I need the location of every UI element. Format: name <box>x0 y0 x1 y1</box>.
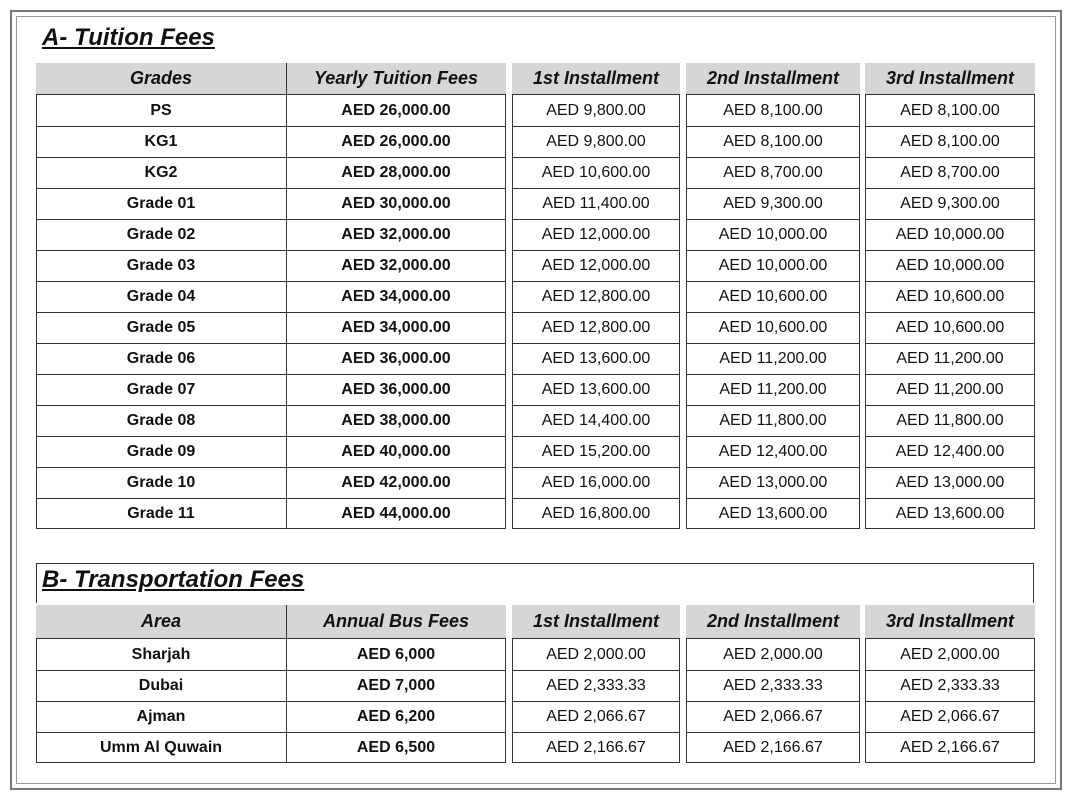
tuition-row-divider <box>36 281 506 282</box>
tuition-row-divider <box>512 281 680 282</box>
tuition-cell: AED 32,000.00 <box>341 225 451 243</box>
tuition-row-divider <box>865 188 1035 189</box>
transport-cell: AED 2,000.00 <box>546 645 646 663</box>
transport-row-divider <box>865 732 1035 733</box>
tuition-cell: AED 11,400.00 <box>542 194 650 212</box>
transport-row-divider <box>686 701 860 702</box>
transport-cell: AED 2,066.67 <box>900 707 1000 725</box>
tuition-cell: AED 8,100.00 <box>723 101 823 119</box>
tuition-cell: AED 9,800.00 <box>546 132 646 150</box>
transport-cell: AED 2,166.67 <box>723 738 823 756</box>
tuition-cell: AED 13,000.00 <box>895 473 1005 491</box>
transport-cell: AED 2,000.00 <box>723 645 823 663</box>
transport-cell: Ajman <box>136 707 186 725</box>
tuition-row-divider <box>36 157 506 158</box>
tuition-row-divider <box>686 343 860 344</box>
transport-row-divider <box>512 701 680 702</box>
tuition-row-divider <box>686 281 860 282</box>
transport-cell: AED 2,333.33 <box>723 676 823 694</box>
tuition-cell: AED 10,600.00 <box>718 318 828 336</box>
tuition-cell: AED 32,000.00 <box>341 256 451 274</box>
tuition-row-divider <box>865 498 1035 499</box>
tuition-cell: Grade 10 <box>126 473 196 491</box>
tuition-cell: Grade 01 <box>126 194 196 212</box>
transport-row-divider <box>36 670 506 671</box>
tuition-cell: AED 28,000.00 <box>341 163 451 181</box>
tuition-row-divider <box>686 436 860 437</box>
tuition-cell: AED 10,000.00 <box>895 256 1005 274</box>
tuition-row-divider <box>36 188 506 189</box>
tuition-cell: AED 8,100.00 <box>900 101 1000 119</box>
transport-cell: Dubai <box>138 676 184 694</box>
tuition-row-divider <box>686 157 860 158</box>
transport-header-cell: 3rd Installment <box>865 605 1035 639</box>
tuition-row-divider <box>36 374 506 375</box>
tuition-cell: AED 30,000.00 <box>341 194 451 212</box>
tuition-row-divider <box>865 374 1035 375</box>
tuition-cell: AED 34,000.00 <box>341 318 451 336</box>
tuition-row-divider <box>865 126 1035 127</box>
transport-header-cell: Area <box>36 605 286 639</box>
tuition-row-divider <box>512 157 680 158</box>
tuition-row-divider <box>865 343 1035 344</box>
transport-cell: Umm Al Quwain <box>99 738 223 756</box>
tuition-row-divider <box>686 126 860 127</box>
tuition-cell: AED 12,800.00 <box>541 287 651 305</box>
tuition-cell: AED 10,600.00 <box>718 287 828 305</box>
transport-cell: AED 2,333.33 <box>546 676 646 694</box>
tuition-row-divider <box>686 498 860 499</box>
tuition-cell: AED 12,000.00 <box>541 256 651 274</box>
tuition-cell: AED 13,600.00 <box>541 380 651 398</box>
tuition-row-divider <box>36 343 506 344</box>
tuition-row-divider <box>686 467 860 468</box>
transport-cell: AED 6,500 <box>356 738 436 756</box>
tuition-row-divider <box>865 281 1035 282</box>
tuition-cell: AED 11,200.00 <box>719 349 827 367</box>
tuition-row-divider <box>36 467 506 468</box>
tuition-cell: AED 13,600.00 <box>895 504 1005 522</box>
tuition-cell: Grade 06 <box>126 349 196 367</box>
tuition-row-divider <box>512 498 680 499</box>
tuition-row-divider <box>512 436 680 437</box>
tuition-row-divider <box>512 312 680 313</box>
tuition-cell: AED 15,200.00 <box>541 442 651 460</box>
tuition-row-divider <box>36 250 506 251</box>
tuition-row-divider <box>686 312 860 313</box>
tuition-cell: AED 36,000.00 <box>341 380 451 398</box>
tuition-row-divider <box>512 374 680 375</box>
tuition-cell: AED 40,000.00 <box>341 442 451 460</box>
tuition-row-divider <box>512 219 680 220</box>
tuition-cell: AED 9,300.00 <box>723 194 823 212</box>
transport-cell: AED 6,200 <box>356 707 436 725</box>
tuition-row-divider <box>686 219 860 220</box>
transport-cell: AED 2,166.67 <box>900 738 1000 756</box>
tuition-row-divider <box>686 188 860 189</box>
tuition-header-cell: Yearly Tuition Fees <box>286 63 506 95</box>
tuition-row-divider <box>512 250 680 251</box>
tuition-cell: Grade 05 <box>126 318 196 336</box>
transport-row-divider <box>686 732 860 733</box>
tuition-cell: AED 8,100.00 <box>723 132 823 150</box>
tuition-cell: AED 13,000.00 <box>718 473 828 491</box>
tuition-fees-title: A- Tuition Fees <box>42 24 215 51</box>
tuition-row-divider <box>512 343 680 344</box>
tuition-row-divider <box>686 374 860 375</box>
tuition-cell: Grade 08 <box>126 411 196 429</box>
tuition-cell: AED 10,000.00 <box>718 225 828 243</box>
tuition-cell: Grade 03 <box>126 256 196 274</box>
tuition-row-divider <box>865 436 1035 437</box>
tuition-cell: AED 26,000.00 <box>341 132 451 150</box>
tuition-cell: Grade 11 <box>127 504 195 522</box>
tuition-row-divider <box>865 219 1035 220</box>
transport-cell: Sharjah <box>131 645 191 663</box>
tuition-cell: Grade 09 <box>126 442 196 460</box>
transport-row-divider <box>865 701 1035 702</box>
transport-cell: AED 2,166.67 <box>546 738 646 756</box>
tuition-header-cell: 1st Installment <box>512 63 680 95</box>
transport-row-divider <box>686 670 860 671</box>
tuition-cell: AED 11,200.00 <box>896 380 1004 398</box>
tuition-header-cell: 3rd Installment <box>865 63 1035 95</box>
tuition-cell: AED 34,000.00 <box>341 287 451 305</box>
transport-row-divider <box>512 732 680 733</box>
tuition-row-divider <box>865 467 1035 468</box>
transport-header-cell: Annual Bus Fees <box>286 605 506 639</box>
tuition-row-divider <box>36 498 506 499</box>
tuition-cell: KG2 <box>144 163 178 181</box>
tuition-cell: AED 11,800.00 <box>896 411 1004 429</box>
tuition-cell: AED 12,400.00 <box>895 442 1005 460</box>
tuition-cell: AED 8,700.00 <box>723 163 823 181</box>
tuition-header-cell: 2nd Installment <box>686 63 860 95</box>
transport-cell: AED 7,000 <box>356 676 436 694</box>
tuition-row-divider <box>512 188 680 189</box>
tuition-row-divider <box>865 405 1035 406</box>
transport-cell: AED 6,000 <box>356 645 436 663</box>
transport-row-divider <box>36 701 506 702</box>
tuition-cell: AED 10,600.00 <box>895 318 1005 336</box>
tuition-cell: AED 10,600.00 <box>895 287 1005 305</box>
tuition-cell: AED 12,800.00 <box>541 318 651 336</box>
tuition-cell: AED 8,700.00 <box>900 163 1000 181</box>
transport-cell: AED 2,066.67 <box>723 707 823 725</box>
tuition-row-divider <box>865 250 1035 251</box>
tuition-cell: Grade 02 <box>126 225 196 243</box>
tuition-header-cell: Grades <box>36 63 286 95</box>
tuition-cell: Grade 04 <box>126 287 196 305</box>
tuition-row-divider <box>36 126 506 127</box>
tuition-cell: AED 9,800.00 <box>546 101 646 119</box>
tuition-cell: AED 11,200.00 <box>896 349 1004 367</box>
tuition-cell: AED 42,000.00 <box>341 473 451 491</box>
tuition-cell: AED 13,600.00 <box>718 504 828 522</box>
tuition-cell: AED 13,600.00 <box>541 349 651 367</box>
tuition-cell: AED 8,100.00 <box>900 132 1000 150</box>
tuition-row-divider <box>36 312 506 313</box>
tuition-row-divider <box>36 405 506 406</box>
transport-header-cell: 2nd Installment <box>686 605 860 639</box>
tuition-cell: AED 11,200.00 <box>719 380 827 398</box>
tuition-cell: AED 10,000.00 <box>895 225 1005 243</box>
tuition-cell: AED 26,000.00 <box>341 101 451 119</box>
tuition-cell: AED 14,400.00 <box>541 411 651 429</box>
tuition-row-divider <box>512 467 680 468</box>
tuition-cell: AED 16,800.00 <box>541 504 651 522</box>
tuition-row-divider <box>865 157 1035 158</box>
tuition-row-divider <box>512 126 680 127</box>
tuition-cell: AED 36,000.00 <box>341 349 451 367</box>
transport-cell: AED 2,066.67 <box>546 707 646 725</box>
transport-fees-title: B- Transportation Fees <box>42 566 305 593</box>
tuition-cell: AED 12,000.00 <box>541 225 651 243</box>
transport-header-cell: 1st Installment <box>512 605 680 639</box>
tuition-cell: AED 44,000.00 <box>341 504 451 522</box>
tuition-cell: AED 10,600.00 <box>541 163 651 181</box>
tuition-row-divider <box>36 436 506 437</box>
tuition-cell: AED 38,000.00 <box>341 411 451 429</box>
tuition-cell: PS <box>150 101 172 119</box>
transport-cell: AED 2,333.33 <box>900 676 1000 694</box>
tuition-cell: Grade 07 <box>126 380 196 398</box>
transport-row-divider <box>36 732 506 733</box>
tuition-cell: KG1 <box>144 132 178 150</box>
tuition-row-divider <box>686 405 860 406</box>
transport-cell: AED 2,000.00 <box>900 645 1000 663</box>
tuition-row-divider <box>686 250 860 251</box>
transport-row-divider <box>512 670 680 671</box>
transport-row-divider <box>865 670 1035 671</box>
tuition-cell: AED 16,000.00 <box>541 473 651 491</box>
tuition-cell: AED 10,000.00 <box>718 256 828 274</box>
tuition-row-divider <box>36 219 506 220</box>
tuition-cell: AED 9,300.00 <box>900 194 1000 212</box>
tuition-row-divider <box>865 312 1035 313</box>
tuition-cell: AED 12,400.00 <box>718 442 828 460</box>
tuition-cell: AED 11,800.00 <box>719 411 827 429</box>
tuition-row-divider <box>512 405 680 406</box>
